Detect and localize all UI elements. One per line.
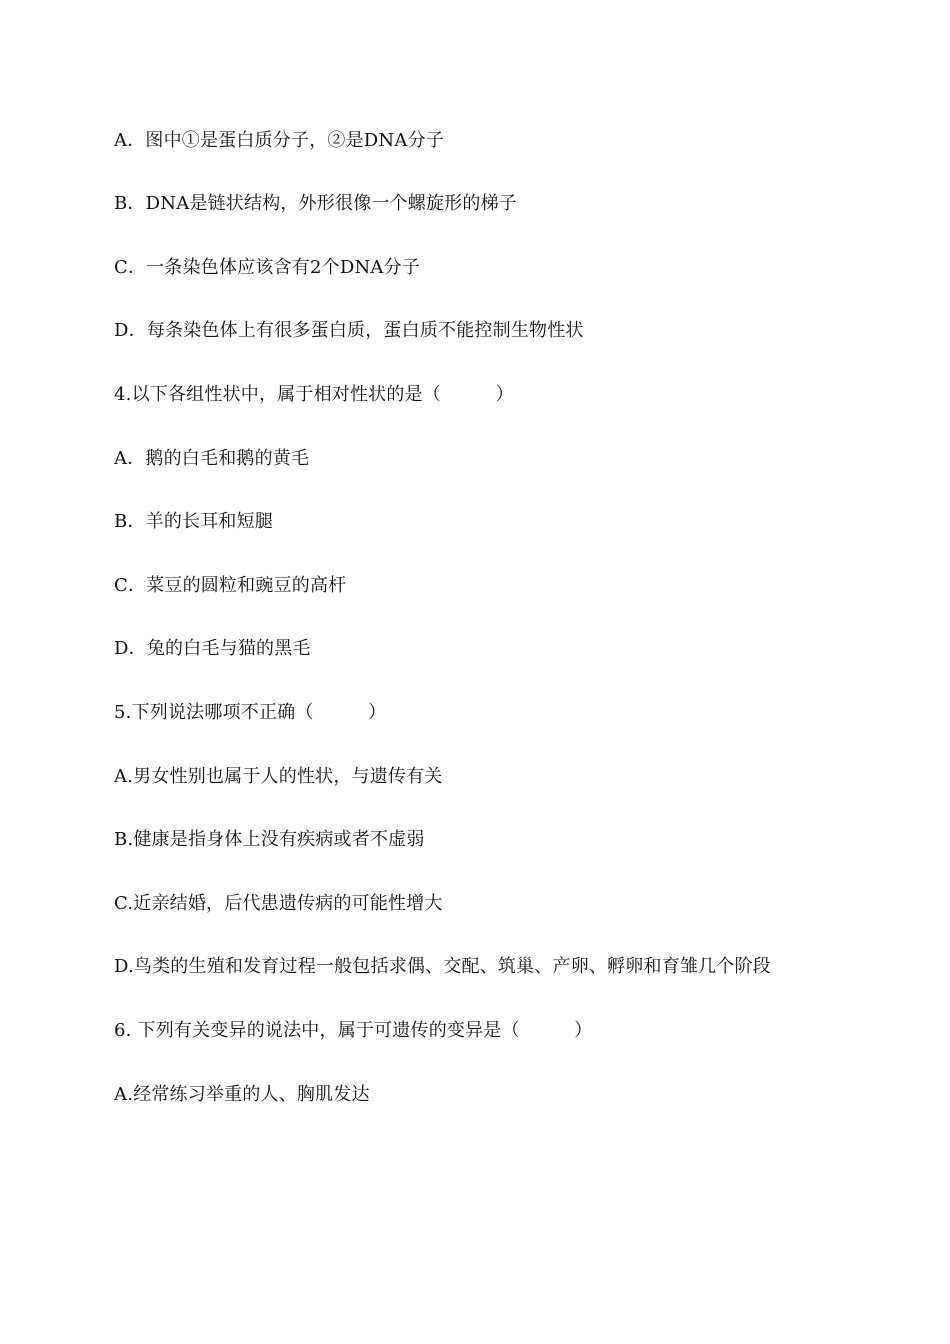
q3-option-c: C．一条染色体应该含有2个DNA分子	[114, 257, 421, 278]
q5-option-c: C.近亲结婚，后代患遗传病的可能性增大	[114, 893, 443, 914]
q5-question: 5.下列说法哪项不正确（ ）	[114, 702, 387, 723]
q4-option-a: A．鹅的白毛和鹅的黄毛	[114, 448, 310, 469]
q5-option-a: A.男女性别也属于人的性状，与遗传有关	[114, 766, 443, 787]
q4-option-d: D．兔的白毛与猫的黑毛	[114, 638, 311, 659]
q6-option-a: A.经常练习举重的人、胸肌发达	[114, 1084, 370, 1105]
q4-option-b: B．羊的长耳和短腿	[114, 511, 274, 532]
q5-option-b: B.健康是指身体上没有疾病或者不虚弱	[114, 829, 425, 850]
q4-option-c: C．菜豆的圆粒和豌豆的高杆	[114, 575, 347, 596]
q3-option-d: D．每条染色体上有很多蛋白质，蛋白质不能控制生物性状	[114, 320, 584, 341]
q6-question: 6. 下列有关变异的说法中，属于可遗传的变异是（ ）	[114, 1020, 593, 1041]
q5-option-d: D.鸟类的生殖和发育过程一般包括求偶、交配、筑巢、产卵、孵卵和育雏几个阶段	[114, 956, 771, 977]
q3-option-b: B．DNA是链状结构，外形很像一个螺旋形的梯子	[114, 193, 518, 214]
q4-question: 4.以下各组性状中，属于相对性状的是（ ）	[114, 384, 514, 405]
q3-option-a: A．图中①是蛋白质分子，②是DNA分子	[114, 130, 444, 151]
